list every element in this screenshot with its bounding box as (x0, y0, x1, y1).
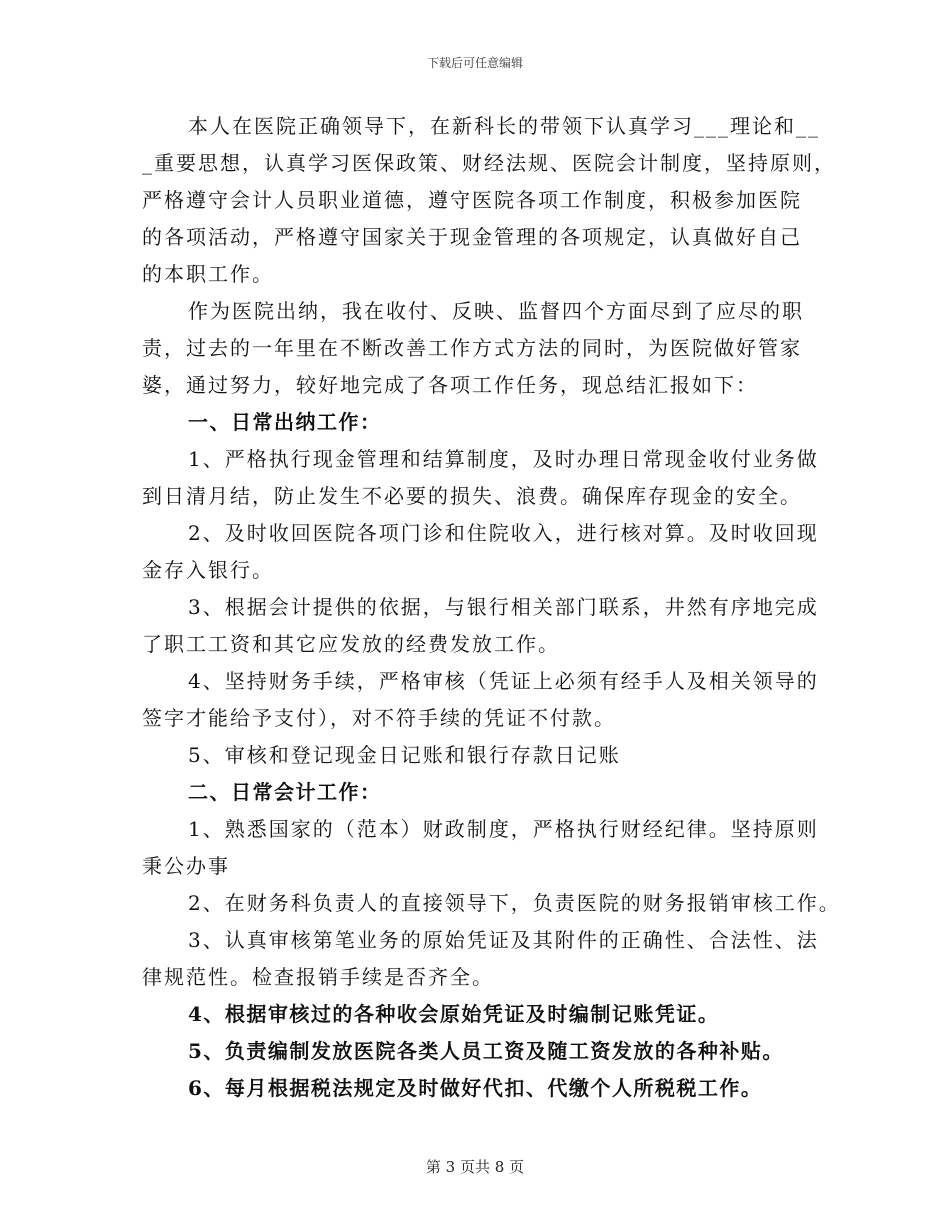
list-item-line-bold: 6、每月根据税法规定及时做好代扣、代缴个人所税税工作。 (188, 1076, 763, 1100)
list-item-line: 了职工工资和其它应发放的经费发放工作。 (142, 632, 560, 656)
page-number: 第 3 页共 8 页 (425, 1158, 525, 1176)
paragraph-line: 婆，通过努力，较好地完成了各项工作任务，现总结汇报如下： (142, 373, 758, 397)
paragraph-line: 的各项活动，严格遵守国家关于现金管理的各项规定，认真做好自己 (142, 225, 802, 249)
list-item-line: 律规范性。检查报销手续是否齐全。 (142, 965, 494, 989)
list-item-line: 3、根据会计提供的依据，与银行相关部门联系，井然有序地完成 (188, 595, 819, 619)
list-item-line: 2、在财务科负责人的直接领导下，负责医院的财务报销审核工作。 (188, 891, 841, 915)
list-item-line: 1、熟悉国家的（范本）财政制度，严格执行财经纪律。坚持原则 (188, 817, 819, 841)
list-item-line: 3、认真审核第笔业务的原始凭证及其附件的正确性、合法性、法 (188, 928, 819, 952)
document-body (142, 108, 841, 1107)
list-item-line: 金存入银行。 (142, 558, 274, 582)
section-heading: 一、日常出纳工作： (188, 410, 382, 434)
list-item-line: 2、及时收回医院各项门诊和住院收入，进行核对算。及时收回现 (188, 521, 819, 545)
list-item-line: 5、审核和登记现金日记账和银行存款日记账 (188, 743, 621, 767)
paragraph-line: 本人在医院正确领导下，在新科长的带领下认真学习___理论和__ (188, 114, 820, 138)
paragraph-line: _重要思想，认真学习医保政策、财经法规、医院会计制度，坚持原则， (142, 151, 836, 175)
paragraph-line: 作为医院出纳，我在收付、反映、监督四个方面尽到了应尽的职 (188, 299, 804, 323)
paragraph-line: 的本职工作。 (142, 262, 274, 286)
list-item-line-bold: 5、负责编制发放医院各类人员工资及随工资发放的各种补贴。 (188, 1039, 784, 1063)
paragraph-line: 责，过去的一年里在不断改善工作方式方法的同时，为医院做好管家 (142, 336, 802, 360)
list-item-line: 4、坚持财务手续，严格审核（凭证上必须有经手人及相关领导的 (188, 669, 819, 693)
list-item-line: 签字才能给予支付），对不符手续的凭证不付款。 (142, 706, 616, 730)
list-item-line: 到日清月结，防止发生不必要的损失、浪费。确保库存现金的安全。 (142, 484, 802, 508)
section-heading: 二、日常会计工作： (188, 780, 382, 804)
paragraph-line: 严格遵守会计人员职业道德，遵守医院各项工作制度，积极参加医院 (142, 188, 802, 212)
list-item-line: 秉公办事 (142, 854, 230, 878)
list-item-line-bold: 4、根据审核过的各种收会原始凭证及时编制记账凭证。 (188, 1002, 720, 1026)
list-item-line: 1、严格执行现金管理和结算制度，及时办理日常现金收付业务做 (188, 447, 819, 471)
page-header-note: 下载后可任意编辑 (426, 56, 523, 70)
